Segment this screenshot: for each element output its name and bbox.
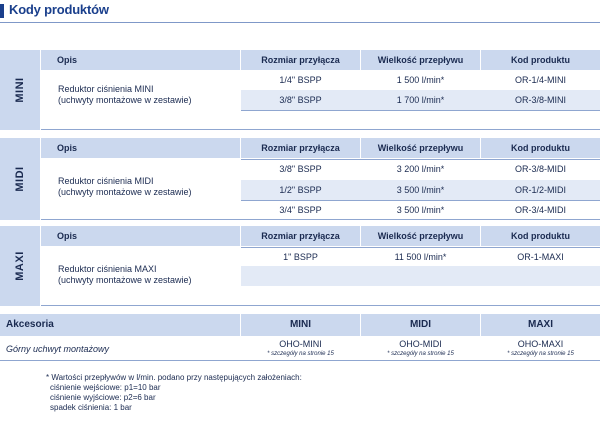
header-connection: Rozmiar przyłącza — [241, 226, 360, 246]
header-description: Opis — [41, 226, 240, 246]
cell-code: OR-1/4-MINI — [514, 75, 566, 85]
cell-flow: 3 200 l/min* — [396, 164, 445, 174]
title-marker — [0, 4, 4, 18]
section-maxi — [0, 226, 600, 306]
section-rule — [41, 305, 600, 306]
page-title: Kody produktów — [9, 2, 109, 17]
cell-code: OR-3/8-MINI — [514, 95, 566, 105]
cell-code: OR-3/4-MIDI — [514, 205, 566, 215]
section-side-maxi — [0, 226, 40, 306]
accessory-mini-note: * szczegóły na stronie 15 — [267, 351, 334, 357]
cell-flow: 1 500 l/min* — [396, 75, 445, 85]
cell-connection: 3/8" BSPP — [279, 164, 322, 174]
description-mini-line1: Reduktor ciśnienia MINI — [58, 84, 154, 94]
section-accessories — [0, 314, 600, 362]
description-maxi — [58, 264, 192, 286]
section-label-mini: MINI — [14, 77, 26, 103]
footnote-line3: ciśnienie wyjściowe: p2=6 bar — [50, 393, 156, 402]
description-maxi-line2: (uchwyty montażowe w zestawie) — [58, 275, 192, 285]
description-midi — [58, 176, 192, 198]
header-flow: Wielkość przepływu — [361, 226, 480, 246]
description-maxi-line1: Reduktor ciśnienia MAXI — [58, 264, 157, 274]
description-midi-line2: (uchwyty montażowe w zestawie) — [58, 187, 192, 197]
row-band — [241, 266, 600, 286]
accessory-midi-note: * szczegóły na stronie 15 — [387, 351, 454, 357]
accessory-item-name: Górny uchwyt montażowy — [6, 344, 110, 354]
accessory-midi — [361, 339, 480, 358]
header-description: Opis — [41, 138, 240, 158]
description-mini — [58, 84, 192, 106]
cell-code: OR-1-MAXI — [517, 252, 564, 262]
cell-code: OR-1/2-MIDI — [514, 185, 566, 195]
row-rule — [241, 200, 600, 201]
cell-connection: 1" BSPP — [283, 252, 318, 262]
cell-flow: 3 500 l/min* — [396, 185, 445, 195]
header-code: Kod produktu — [481, 226, 600, 246]
cell-connection: 3/8" BSPP — [279, 95, 322, 105]
accessories-col-mini: MINI — [241, 314, 360, 336]
cell-flow: 11 500 l/min* — [394, 252, 447, 262]
accessory-midi-code: OHO-MIDI — [399, 339, 442, 349]
description-midi-line1: Reduktor ciśnienia MIDI — [58, 176, 154, 186]
header-code: Kod produktu — [481, 138, 600, 158]
section-mini — [0, 50, 600, 130]
accessory-maxi — [481, 339, 600, 358]
footnote-line2: ciśnienie wejściowe: p1=10 bar — [50, 383, 161, 392]
row-rule — [241, 159, 600, 160]
cell-flow: 1 700 l/min* — [396, 95, 445, 105]
header-code: Kod produktu — [481, 50, 600, 70]
accessories-col-midi: MIDI — [361, 314, 480, 336]
accessory-maxi-code: OHO-MAXI — [517, 339, 564, 349]
accessory-maxi-note: * szczegóły na stronie 15 — [507, 351, 574, 357]
page-header — [0, 0, 600, 26]
accessories-title: Akcesoria — [0, 314, 240, 336]
section-rule — [41, 219, 600, 220]
title-underline — [0, 22, 600, 23]
accessories-col-maxi: MAXI — [481, 314, 600, 336]
description-mini-line2: (uchwyty montażowe w zestawie) — [58, 95, 192, 105]
row-rule — [241, 110, 600, 111]
cell-connection: 3/4" BSPP — [279, 205, 322, 215]
cell-code: OR-3/8-MIDI — [514, 164, 566, 174]
section-midi — [0, 138, 600, 220]
cell-connection: 1/2" BSPP — [279, 185, 322, 195]
header-description: Opis — [41, 50, 240, 70]
header-flow: Wielkość przepływu — [361, 50, 480, 70]
section-rule — [41, 129, 600, 130]
section-side-mini — [0, 50, 40, 130]
accessory-mini — [241, 339, 360, 358]
footnote — [46, 373, 302, 413]
row-rule — [241, 247, 600, 248]
header-connection: Rozmiar przyłącza — [241, 138, 360, 158]
footnote-line1: * Wartości przepływów w l/min. podano przy następujących założeniach: — [46, 373, 302, 382]
accessory-mini-code: OHO-MINI — [279, 339, 322, 349]
cell-connection: 1/4" BSPP — [279, 75, 322, 85]
footnote-line4: spadek ciśnienia: 1 bar — [50, 403, 132, 412]
cell-flow: 3 500 l/min* — [396, 205, 445, 215]
section-label-maxi: MAXI — [14, 251, 26, 281]
section-side-midi — [0, 138, 40, 220]
header-flow: Wielkość przepływu — [361, 138, 480, 158]
section-label-midi: MIDI — [14, 166, 26, 192]
header-connection: Rozmiar przyłącza — [241, 50, 360, 70]
accessories-rule — [0, 360, 600, 361]
